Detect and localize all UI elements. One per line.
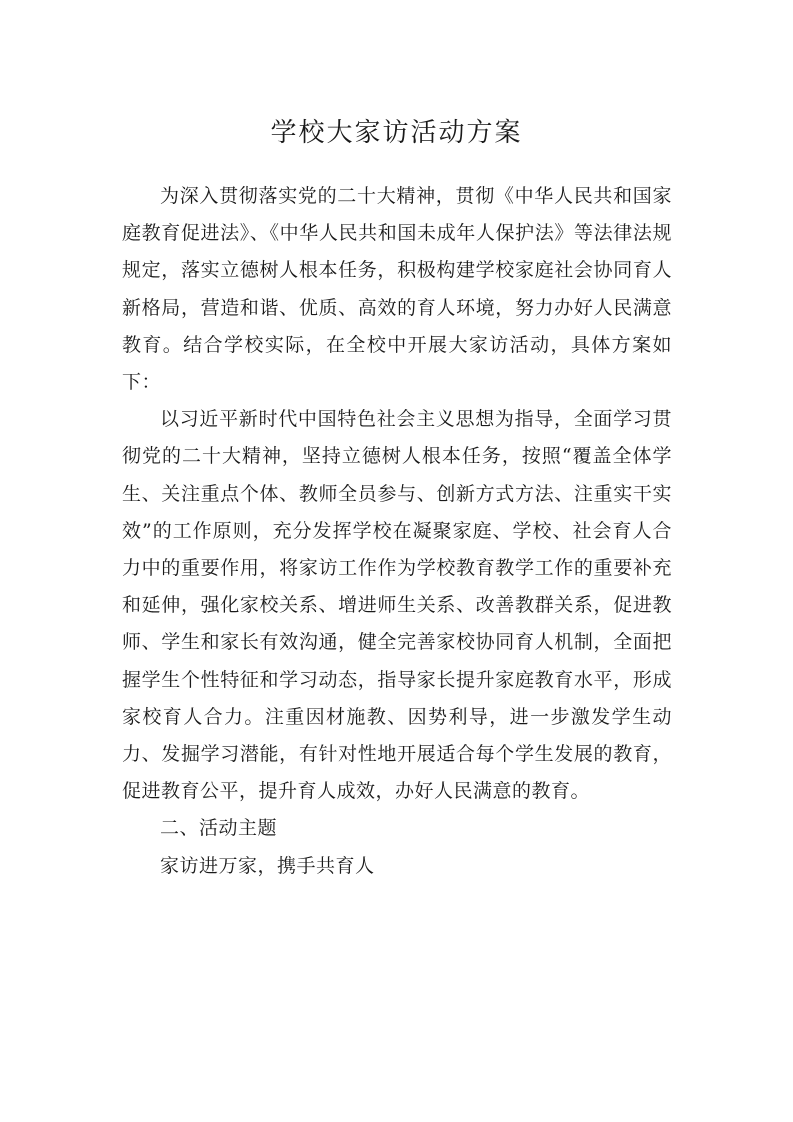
intro-paragraph: 为深入贯彻落实党的二十大精神，贯彻《中华人民共和国家庭教育促进法》、《中华人民共和国未成年人保护法》等法律法规规定，落实立德树人根本任务，积极构建学校家庭社会协同育人新格局，营造和谐、优质、高效的育人环境，努力办好人民满意教育。结合学校实际，在全校中开展大家访活动，具体方案如下： bbox=[122, 185, 672, 394]
section-heading-activity-theme: 二、活动主题 bbox=[160, 817, 278, 840]
guiding-principle-paragraph: 以习近平新时代中国特色社会主义思想为指导，全面学习贯彻党的二十大精神，坚持立德树人根本任务，按照“覆盖全体学生、关注重点个体、教师全员参与、创新方式方法、注重实干实效”的工作原则，充分发挥学校在凝聚家庭、学校、社会育人合力中的重要作用，将家访工作作为学校教育教学工作的重要补充和延伸，强化家校关系、增进师生关系、改善教群关系，促进教师、学生和家长有效沟通，健全完善家校协同育人机制，全面把握学生个性特征和学习动态，指导家长提升家庭教育水平，形成家校育人合力。注重因材施教、因势利导，进一步激发学生动力、发掘学习潜能，有针对性地开展适合每个学生发展的教育，促进教育公平，提升育人成效，办好人民满意的教育。 bbox=[122, 408, 672, 803]
document-title: 学校大家访活动方案 bbox=[270, 118, 523, 149]
document-body bbox=[122, 178, 672, 885]
activity-theme-paragraph: 家访进万家，携手共育人 bbox=[160, 854, 375, 877]
